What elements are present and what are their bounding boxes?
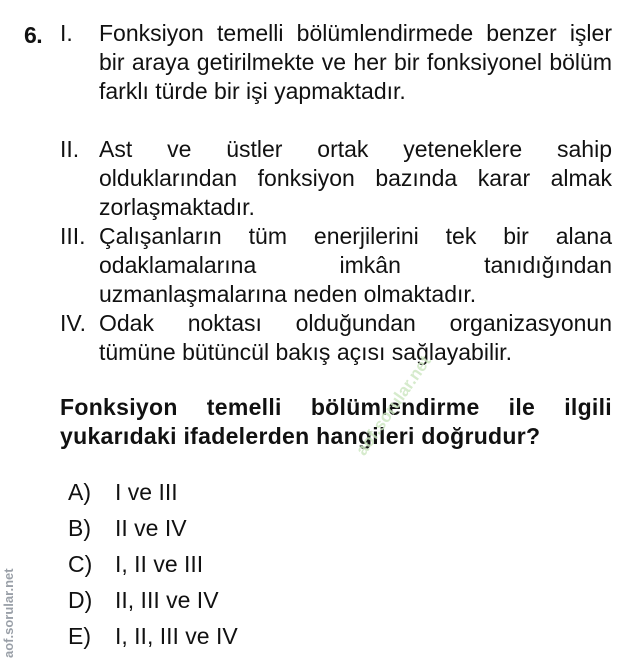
statement-4 — [60, 309, 612, 367]
option-b[interactable] — [68, 510, 238, 546]
option-e-letter: E) — [68, 623, 91, 649]
option-a[interactable] — [68, 474, 238, 510]
question-prompt: Fonksiyon temelli bölümlendirme ile ilgili yukarıdaki ifadelerden hangileri doğrudur? — [60, 394, 612, 449]
statement-1-text: Fonksiyon temelli bölümlendirmede benzer işler bir araya getirilmekte ve her bir fonksiyonel bölüm farklı türde bir işi yapmaktadır. — [99, 20, 612, 104]
statement-1-roman: I. — [60, 20, 73, 46]
option-a-letter: A) — [68, 479, 91, 505]
option-b-letter: B) — [68, 515, 91, 541]
option-c-letter: C) — [68, 551, 93, 577]
statement-1 — [60, 19, 612, 106]
option-a-text: I ve III — [115, 479, 178, 505]
watermark-side: aof.sorular.net — [1, 568, 16, 658]
statement-3-roman: III. — [60, 223, 86, 249]
option-d-letter: D) — [68, 587, 93, 613]
statement-2-text: Ast ve üstler ortak yeteneklere sahip olduklarından fonksiyon bazında karar almak zorlaşmaktadır. — [99, 136, 612, 220]
question-number: 6. — [24, 22, 43, 48]
statement-2-roman: II. — [60, 136, 80, 162]
option-e[interactable] — [68, 618, 238, 654]
statement-3 — [60, 222, 612, 309]
statement-4-roman: IV. — [60, 310, 87, 336]
statement-3-text: Çalışanların tüm enerjilerini tek bir alana odaklamalarına imkân tanıdığından uzmanlaşmalarına neden olmaktadır. — [99, 223, 612, 307]
option-d-text: II, III ve IV — [115, 587, 219, 613]
statement-2 — [60, 135, 612, 222]
option-b-text: II ve IV — [115, 515, 187, 541]
statement-4-text: Odak noktası olduğundan organizasyonun tümüne bütüncül bakış açısı sağlayabilir. — [99, 310, 612, 365]
option-c[interactable] — [68, 546, 238, 582]
watermark-diagonal: aof.sorular.net — [352, 352, 435, 459]
answer-options — [68, 474, 238, 654]
option-c-text: I, II ve III — [115, 551, 204, 577]
option-d[interactable] — [68, 582, 238, 618]
option-e-text: I, II, III ve IV — [115, 623, 238, 649]
